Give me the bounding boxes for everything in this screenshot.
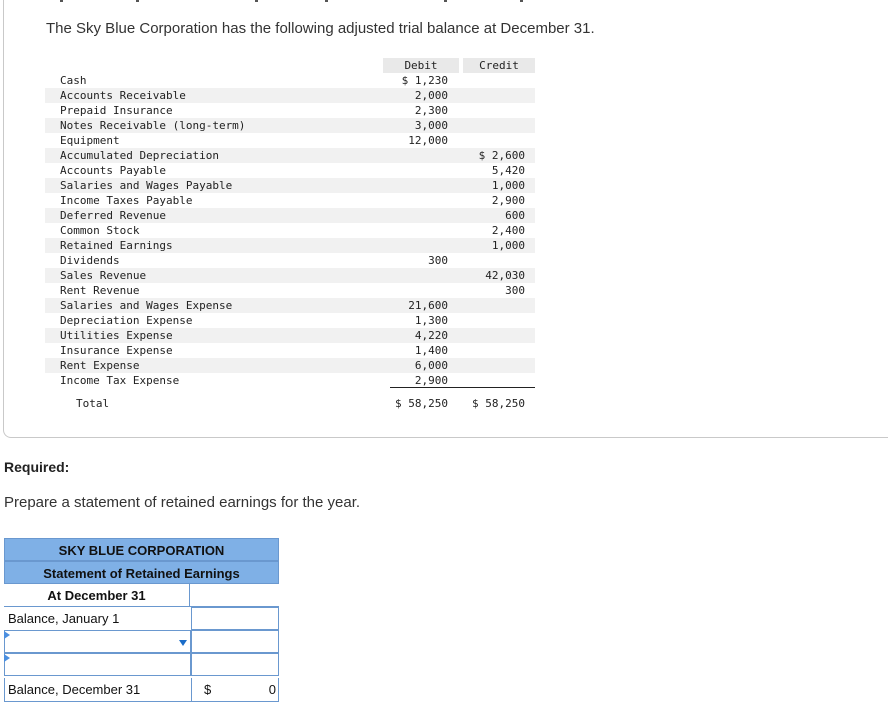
trial-balance-table [45, 58, 535, 412]
trial-balance-row [45, 253, 535, 268]
trial-balance-row [45, 148, 535, 163]
trial-balance-row [45, 208, 535, 223]
required-heading: Required: [4, 459, 70, 475]
debit-amount: 1,300 [414, 314, 448, 327]
trial-balance-row [45, 343, 535, 358]
debit-amount: 12,000 [408, 134, 448, 147]
balance-december-label: Balance, December 31 [8, 682, 141, 697]
account-name: Utilities Expense [60, 329, 173, 342]
account-name: Insurance Expense [60, 344, 173, 357]
top-tick [444, 0, 447, 2]
credit-amount: 600 [505, 209, 525, 222]
top-tick [325, 0, 328, 2]
row-3-amount[interactable] [191, 653, 279, 676]
account-name: Income Tax Expense [60, 374, 180, 387]
total-credit: $ 58,250 [472, 397, 525, 410]
account-name: Salaries and Wages Payable [60, 179, 233, 192]
statement-row-3 [4, 653, 279, 676]
statement-title: Statement of Retained Earnings [4, 561, 279, 584]
statement-date-cell [4, 584, 279, 607]
trial-balance-header [45, 58, 535, 73]
retained-earnings-statement [4, 538, 279, 702]
debit-amount: 4,220 [414, 329, 448, 342]
trial-balance-row [45, 73, 535, 88]
divider [191, 678, 192, 701]
statement-row-2 [4, 630, 279, 653]
credit-amount: 2,900 [491, 194, 525, 207]
balance-december-row [4, 678, 279, 702]
statement-date: At December 31 [47, 588, 146, 603]
account-input-value [9, 657, 172, 672]
total-rule [390, 387, 535, 388]
trial-balance-row [45, 313, 535, 328]
account-name: Notes Receivable (long-term) [60, 119, 246, 132]
total-label: Total [76, 397, 110, 410]
trial-balance-row [45, 268, 535, 283]
debit-amount: 2,300 [414, 104, 448, 117]
account-dropdown[interactable] [4, 630, 191, 653]
trial-balance-row [45, 373, 535, 388]
account-input[interactable] [4, 653, 191, 676]
credit-header: Credit [463, 58, 535, 73]
top-tick [60, 0, 63, 2]
trial-balance-row [45, 118, 535, 133]
account-name: Cash [60, 74, 87, 87]
balance-january-row [4, 607, 279, 630]
account-name: Equipment [60, 134, 120, 147]
balance-december-amount: 0 [268, 682, 276, 697]
trial-balance-row [45, 298, 535, 313]
debit-amount: $ 1,230 [401, 74, 448, 87]
credit-amount: 300 [505, 284, 525, 297]
debit-amount: 21,600 [408, 299, 448, 312]
trial-balance-row [45, 328, 535, 343]
credit-amount: 1,000 [491, 239, 525, 252]
debit-amount: 300 [428, 254, 448, 267]
trial-balance-row [45, 178, 535, 193]
top-tick [136, 0, 139, 2]
top-tick [520, 0, 523, 2]
account-dropdown-value [9, 634, 172, 649]
account-name: Income Taxes Payable [60, 194, 193, 207]
account-name: Deferred Revenue [60, 209, 166, 222]
required-prompt: Prepare a statement of retained earnings for the year. [4, 494, 361, 511]
balance-january-amount[interactable] [191, 607, 279, 630]
trial-balance-total-row [45, 396, 535, 412]
debit-amount: 2,900 [414, 374, 448, 387]
trial-balance-row [45, 238, 535, 253]
debit-amount: 2,000 [414, 89, 448, 102]
credit-amount: 42,030 [485, 269, 525, 282]
total-debit: $ 58,250 [395, 397, 448, 410]
account-name: Rent Expense [60, 359, 140, 372]
account-name: Accounts Payable [60, 164, 166, 177]
debit-amount: 6,000 [414, 359, 448, 372]
trial-balance-row [45, 283, 535, 298]
debit-amount: 3,000 [414, 119, 448, 132]
debit-header: Debit [383, 58, 459, 73]
credit-amount: 2,400 [491, 224, 525, 237]
account-name: Depreciation Expense [60, 314, 193, 327]
statement-company: SKY BLUE CORPORATION [4, 538, 279, 561]
trial-balance-row [45, 193, 535, 208]
credit-amount: 5,420 [491, 164, 525, 177]
balance-december-currency: $ [204, 682, 212, 697]
account-name: Retained Earnings [60, 239, 173, 252]
debit-amount: 1,400 [414, 344, 448, 357]
trial-balance-row [45, 163, 535, 178]
account-name: Dividends [60, 254, 120, 267]
account-name: Accumulated Depreciation [60, 149, 219, 162]
problem-intro: The Sky Blue Corporation has the following adjusted trial balance at December 31. [46, 20, 595, 37]
trial-balance-row [45, 103, 535, 118]
row-2-amount[interactable] [191, 630, 279, 653]
balance-january-label: Balance, January 1 [8, 611, 120, 626]
account-name: Salaries and Wages Expense [60, 299, 233, 312]
credit-amount: $ 2,600 [478, 149, 525, 162]
trial-balance-row [45, 358, 535, 373]
chevron-down-icon[interactable] [179, 640, 187, 646]
statement-date-row [4, 584, 279, 607]
account-name: Sales Revenue [60, 269, 147, 282]
account-name: Prepaid Insurance [60, 104, 173, 117]
account-name: Accounts Receivable [60, 89, 186, 102]
account-name: Common Stock [60, 224, 140, 237]
top-tick [255, 0, 258, 2]
trial-balance-row [45, 133, 535, 148]
credit-amount: 1,000 [491, 179, 525, 192]
trial-balance-row [45, 88, 535, 103]
trial-balance-row [45, 223, 535, 238]
account-name: Rent Revenue [60, 284, 140, 297]
